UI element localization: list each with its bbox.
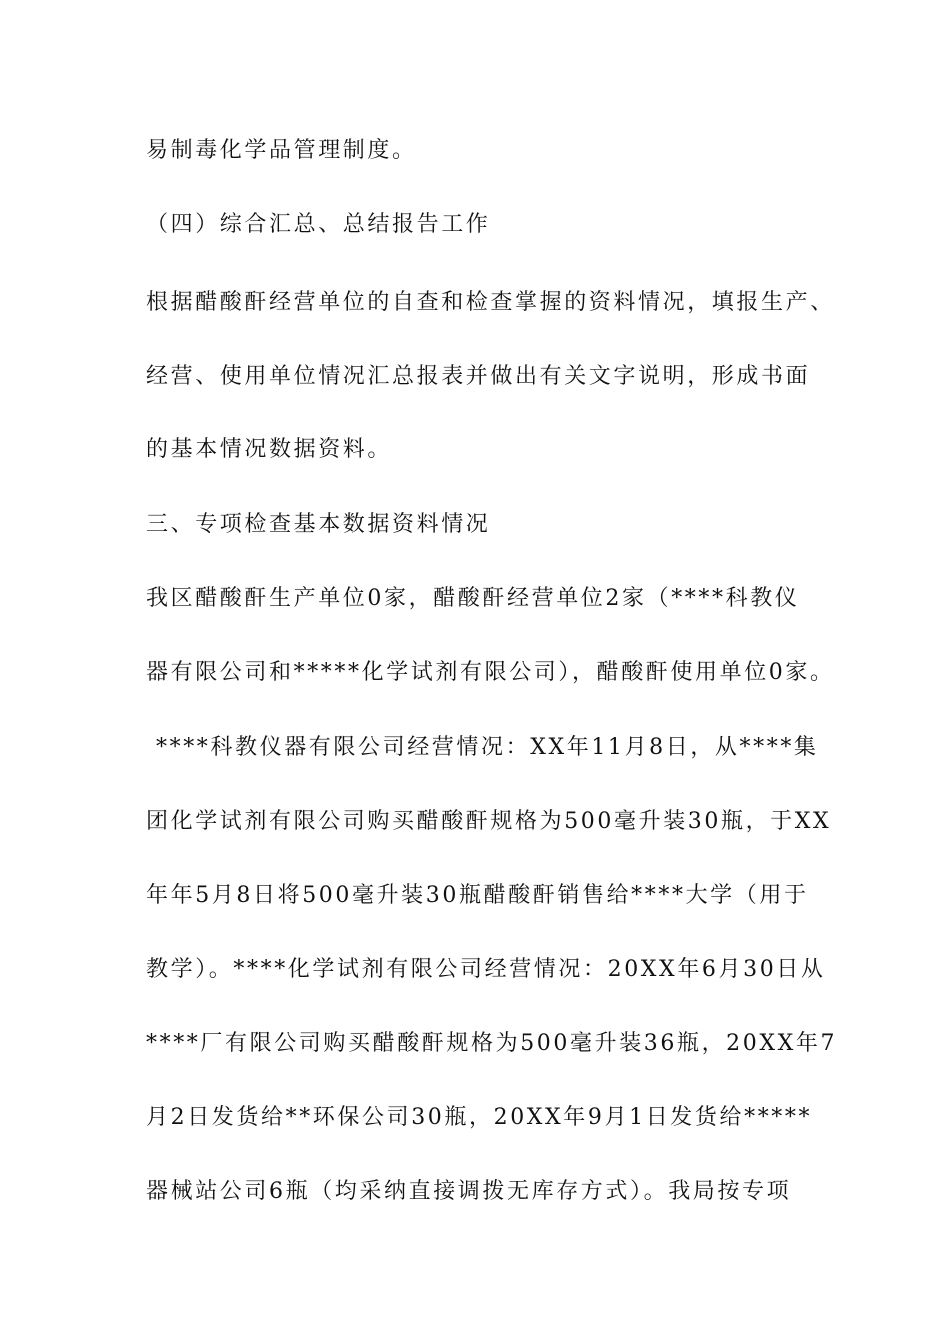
text-line: 我区醋酸酐生产单位0家，醋酸酐经营单位2家（****科教仪 [146,586,800,611]
text-line: 根据醋酸酐经营单位的自查和检查掌握的资料情况，填报生产、 [146,290,835,315]
text-line: 经营、使用单位情况汇总报表并做出有关文字说明，形成书面 [146,364,811,389]
text-line: 团化学试剂有限公司购买醋酸酐规格为500毫升装30瓶，于XX [146,809,832,834]
section-heading: （四）综合汇总、总结报告工作 [146,212,491,237]
section-heading: 三、专项检查基本数据资料情况 [146,512,491,537]
text-line: 教学）。****化学试剂有限公司经营情况：20XX年6月30日从 [146,957,826,982]
text-line: 器有限公司和*****化学试剂有限公司），醋酸酐使用单位0家。 [146,660,835,685]
text-line: 易制毒化学品管理制度。 [146,138,417,163]
text-line: ****科教仪器有限公司经营情况：XX年11月8日，从****集 [156,735,819,760]
text-line: 器械站公司6瓶（均采纳直接调拨无库存方式）。我局按专项 [146,1179,792,1204]
text-line: 月2日发货给**环保公司30瓶，20XX年9月1日发货给***** [146,1105,813,1130]
text-line: 年年5月8日将500毫升装30瓶醋酸酐销售给****大学（用于 [146,883,809,908]
text-line: 的基本情况数据资料。 [146,437,393,462]
text-line: ****厂有限公司购买醋酸酐规格为500毫升装36瓶，20XX年7 [146,1031,838,1056]
